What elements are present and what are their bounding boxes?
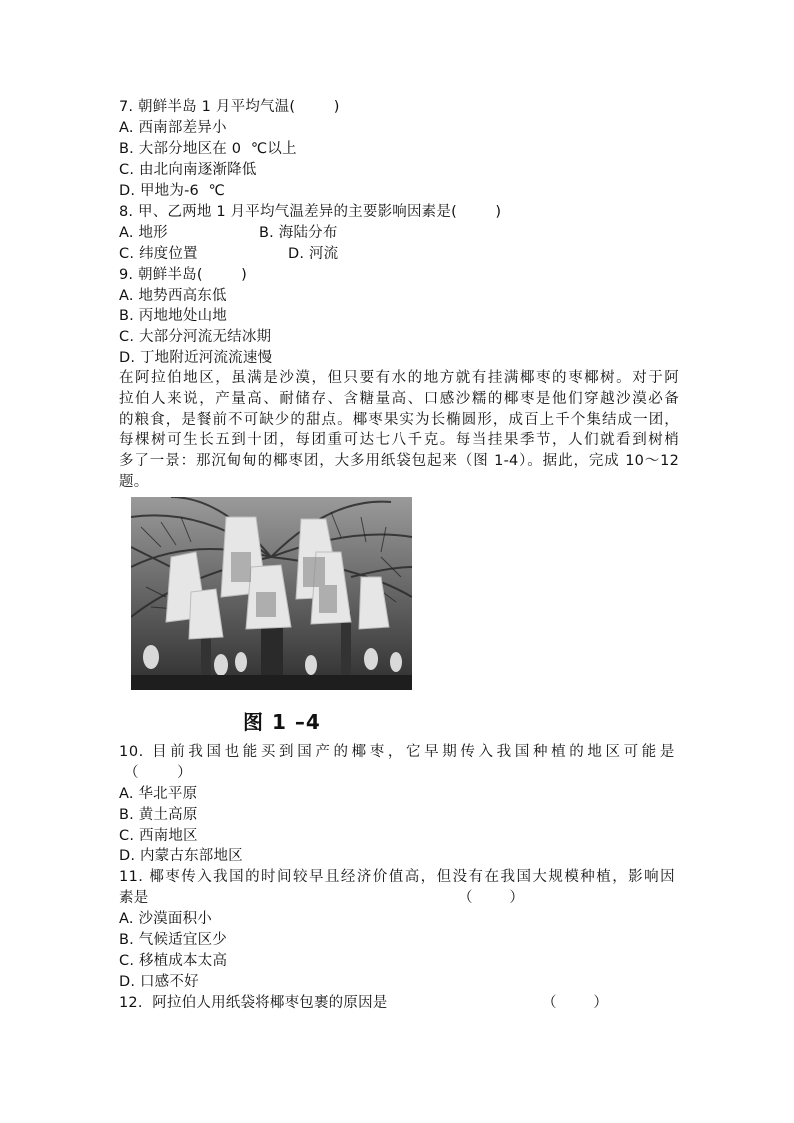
q10-option-d: D. 内蒙古东部地区 xyxy=(119,848,243,864)
q9-option-a: A. 地势西高东低 xyxy=(119,288,227,304)
q7-option-d: D. 甲地为-6 ℃ xyxy=(119,183,226,199)
passage-line: 每棵树可生长五到十团，每团重可达七八千克。每当挂果季节，人们就看到树梢 xyxy=(119,432,679,449)
passage-line: 多了一景：那沉甸甸的椰枣团，大多用纸袋包起来（图 1-4）。据此，完成 10～12 xyxy=(119,453,679,470)
q9-stem: 9. 朝鲜半岛( ) xyxy=(119,267,248,283)
passage-line: 题。 xyxy=(119,473,149,490)
q8-stem: 8. 甲、乙两地 1 月平均气温差异的主要影响因素是( ) xyxy=(119,204,502,220)
q11-option-c: C. 移植成本太高 xyxy=(119,953,228,969)
q7-option-b: B. 大部分地区在 0 ℃以上 xyxy=(119,141,297,157)
figure-caption: 图 1 –4 xyxy=(243,710,321,734)
passage-line: 拉伯人来说，产量高、耐储存、含糖量高、口感沙糯的椰枣是他们穿越沙漠必备 xyxy=(119,390,679,407)
q11-option-a: A. 沙漠面积小 xyxy=(119,911,212,927)
q10-stem xyxy=(119,742,675,762)
q10-option-c: C. 西南地区 xyxy=(119,828,198,844)
passage-line: 在阿拉伯地区，虽满是沙漠，但只要有水的地方就有挂满椰枣的枣椰树。对于阿 xyxy=(119,370,679,386)
q11-stem-line1: 11. 椰枣传入我国的时间较早且经济价值高，但没有在我国大规模种植，影响因 xyxy=(119,869,675,885)
q8-option-d: D. 河流 xyxy=(288,246,339,262)
q12-bracket: （ ） xyxy=(542,995,608,1011)
date-palm-photo xyxy=(131,497,412,690)
q8-option-b: B. 海陆分布 xyxy=(259,225,338,241)
q10-option-b: B. 黄土高原 xyxy=(119,807,198,823)
q9-option-b: B. 丙地地处山地 xyxy=(119,308,227,324)
q11-bracket: （ ） xyxy=(458,890,524,906)
q7-option-c: C. 由北向南逐渐降低 xyxy=(119,162,257,178)
passage xyxy=(119,368,679,493)
q11-option-d: D. 口感不好 xyxy=(119,974,199,990)
q9-option-c: C. 大部分河流无结冰期 xyxy=(119,329,272,345)
q11-option-b: B. 气候适宜区少 xyxy=(119,932,227,948)
q10-stem-line1: 10. 目前我国也能买到国产的椰枣，它早期传入我国种植的地区可能是 xyxy=(119,744,675,760)
q8-option-a: A. 地形 xyxy=(119,225,168,241)
q9-option-d: D. 丁地附近河流流速慢 xyxy=(119,350,273,366)
passage-line: 的粮食，是餐前不可缺少的甜点。椰枣果实为长椭圆形，成百上千个集结成一团， xyxy=(119,411,679,428)
q8-option-c: C. 纬度位置 xyxy=(119,246,198,262)
q10-option-a: A. 华北平原 xyxy=(119,786,198,802)
q7-option-a: A. 西南部差异小 xyxy=(119,120,227,136)
q11-stem-line2: 素是 xyxy=(119,890,149,906)
q12-stem: 12. 阿拉伯人用纸袋将椰枣包裹的原因是 xyxy=(119,995,388,1011)
q10-bracket: （ ） xyxy=(124,765,192,781)
q7-stem: 7. 朝鲜半岛 1 月平均气温( ) xyxy=(119,99,340,115)
q11-stem xyxy=(119,867,675,887)
